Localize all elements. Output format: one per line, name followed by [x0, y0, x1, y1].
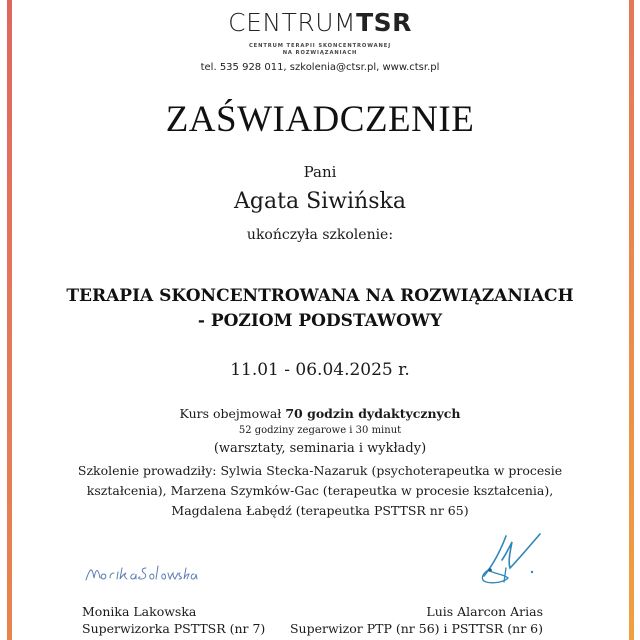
- course-name-line1: TERAPIA SKONCENTROWANA NA ROZWIĄZANIACH: [66, 286, 574, 306]
- contact-info: tel. 535 928 011, szkolenia@ctsr.pl, www.ctsr.pl: [200, 62, 440, 73]
- course-formats: (warsztaty, seminaria i wykłady): [213, 441, 427, 456]
- course-dates: 11.01 - 06.04.2025 r.: [230, 360, 410, 380]
- signatory-left-name: Monika Lakowska: [82, 604, 197, 619]
- signature-left: [82, 560, 212, 586]
- logo-wordmark: CENTRUMTSR: [228, 8, 412, 37]
- signatory-left-role: Superwizorka PSTTSR (nr 7): [82, 621, 266, 636]
- logo-subtitle-line1: CENTRUM TERAPII SKONCENTROWANEJ: [248, 43, 392, 49]
- completed-text: ukończyła szkolenie:: [246, 227, 394, 243]
- certificate-title: ZAŚWIADCZENIE: [165, 99, 475, 140]
- hours-count: 70 godzin dydaktycznych: [285, 406, 461, 421]
- instructors-line3: Magdalena Łabędź (terapeutka PSTTSR nr 65): [171, 503, 469, 518]
- salutation: Pani: [303, 163, 337, 181]
- signatory-right-role: Superwizor PTP (nr 56) i PSTTSR (nr 6): [289, 621, 543, 636]
- course-name: [0, 284, 640, 334]
- logo-subtitle-line2: NA ROZWIĄZANIACH: [282, 50, 358, 56]
- clock-hours: 52 godziny zegarowe i 30 minut: [238, 425, 402, 436]
- recipient-name: Agata Siwińska: [234, 189, 406, 214]
- instructors: [50, 461, 590, 521]
- course-hours: [0, 406, 640, 421]
- signatory-right-name: Luis Alarcon Arias: [426, 604, 543, 619]
- instructors-line2: kształcenia), Marzena Szymków-Gac (terapeutka w procesie kształcenia),: [86, 483, 554, 498]
- logo-subtitle: [0, 43, 640, 57]
- course-name-line2: - POZIOM PODSTAWOWY: [197, 311, 443, 331]
- signatory-right: [290, 603, 543, 637]
- signatory-left: [82, 603, 265, 637]
- hours-prefix: Kurs obejmował: [179, 406, 286, 421]
- signature-right: [466, 528, 546, 590]
- instructors-line1: Szkolenie prowadziły: Sylwia Stecka-Nazaruk (psychoterapeutka w procesie: [77, 463, 563, 478]
